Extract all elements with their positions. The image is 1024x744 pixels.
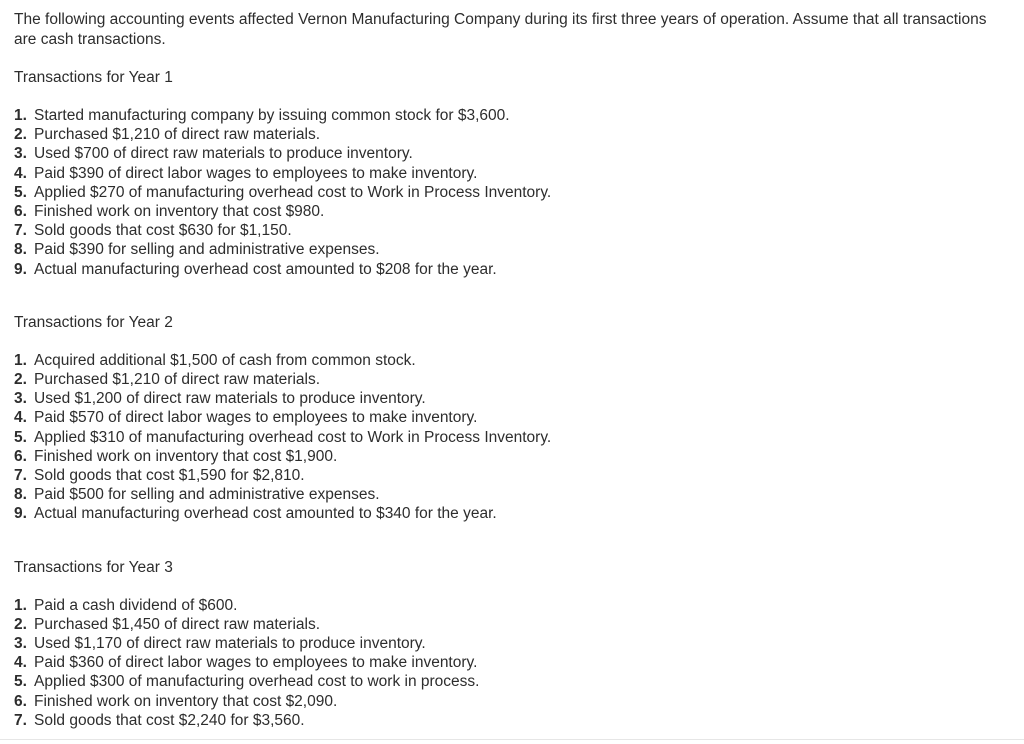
section-year-3 <box>14 558 1010 730</box>
list-item <box>14 653 1010 672</box>
section-heading-year-1: Transactions for Year 1 <box>14 69 173 86</box>
item-text: Paid $390 for selling and administrative expenses. <box>34 241 380 259</box>
list-item <box>14 125 1010 144</box>
list-item <box>14 351 1010 370</box>
item-number: 4. <box>14 164 27 182</box>
item-text: Acquired additional $1,500 of cash from common stock. <box>34 351 416 369</box>
item-text: Started manufacturing company by issuing common stock for $3,600. <box>34 107 510 124</box>
transaction-list-year-3 <box>14 596 1010 730</box>
item-number: 6. <box>14 692 27 710</box>
list-item <box>14 466 1010 485</box>
item-number: 5. <box>14 428 27 446</box>
item-text: Actual manufacturing overhead cost amounted to $340 for the year. <box>34 505 497 523</box>
list-item <box>14 106 1010 125</box>
item-text: Applied $310 of manufacturing overhead cost to Work in Process Inventory. <box>34 428 552 446</box>
item-text: Paid a cash dividend of $600. <box>34 596 238 614</box>
item-text: Used $1,200 of direct raw materials to produce inventory. <box>34 390 426 408</box>
item-text: Sold goods that cost $2,240 for $3,560. <box>34 711 305 729</box>
item-text: Purchased $1,210 of direct raw materials. <box>34 126 321 144</box>
list-item <box>14 504 1010 523</box>
item-number: 7. <box>14 711 27 729</box>
section-heading-year-2: Transactions for Year 2 <box>14 313 173 331</box>
item-number: 8. <box>14 486 27 504</box>
item-text: Paid $500 for selling and administrative expenses. <box>34 486 380 504</box>
list-item <box>14 202 1010 221</box>
item-text: Purchased $1,210 of direct raw materials. <box>34 371 321 389</box>
item-text: Finished work on inventory that cost $1,900. <box>34 447 338 465</box>
list-item <box>14 408 1010 427</box>
list-item <box>14 615 1010 634</box>
list-item <box>14 183 1010 202</box>
item-number: 3. <box>14 635 27 653</box>
item-number: 8. <box>14 241 27 259</box>
item-number: 6. <box>14 447 27 465</box>
list-item <box>14 447 1010 466</box>
item-text: Used $1,170 of direct raw materials to produce inventory. <box>34 635 426 653</box>
section-year-1 <box>14 68 1010 279</box>
list-item <box>14 711 1010 730</box>
section-heading-year-3: Transactions for Year 3 <box>14 558 173 576</box>
item-number: 1. <box>14 107 27 124</box>
item-text: Paid $390 of direct labor wages to employees to make inventory. <box>34 164 478 182</box>
item-number: 1. <box>14 596 27 614</box>
list-item <box>14 596 1010 615</box>
item-text: Used $700 of direct raw materials to produce inventory. <box>34 145 413 163</box>
list-item <box>14 692 1010 711</box>
item-number: 3. <box>14 390 27 408</box>
list-item <box>14 164 1010 183</box>
section-year-2 <box>14 313 1010 524</box>
list-item <box>14 428 1010 447</box>
transaction-list-year-1 <box>14 106 1010 279</box>
list-item <box>14 634 1010 653</box>
item-number: 2. <box>14 615 27 633</box>
item-number: 4. <box>14 654 27 672</box>
item-number: 3. <box>14 145 27 163</box>
item-text: Sold goods that cost $630 for $1,150. <box>34 222 292 240</box>
list-item <box>14 240 1010 259</box>
item-number: 5. <box>14 183 27 201</box>
list-item <box>14 485 1010 504</box>
item-number: 9. <box>14 505 27 523</box>
item-number: 1. <box>14 351 27 369</box>
item-text: Sold goods that cost $1,590 for $2,810. <box>34 467 305 485</box>
item-number: 2. <box>14 371 27 389</box>
item-number: 2. <box>14 126 27 144</box>
list-item <box>14 389 1010 408</box>
item-text: Applied $270 of manufacturing overhead cost to Work in Process Inventory. <box>34 183 552 201</box>
item-number: 5. <box>14 673 27 691</box>
transaction-list-year-2 <box>14 351 1010 524</box>
item-number: 7. <box>14 222 27 240</box>
list-item <box>14 144 1010 163</box>
list-item <box>14 672 1010 691</box>
item-text: Actual manufacturing overhead cost amounted to $208 for the year. <box>34 260 497 278</box>
item-text: Finished work on inventory that cost $980. <box>34 203 325 221</box>
bottom-divider <box>0 739 1024 740</box>
item-text: Purchased $1,450 of direct raw materials. <box>34 615 321 633</box>
item-text: Paid $570 of direct labor wages to employees to make inventory. <box>34 409 478 427</box>
item-number: 7. <box>14 467 27 485</box>
item-number: 9. <box>14 260 27 278</box>
item-number: 6. <box>14 203 27 221</box>
list-item <box>14 221 1010 240</box>
list-item <box>14 260 1010 279</box>
list-item <box>14 370 1010 389</box>
item-text: Paid $360 of direct labor wages to employees to make inventory. <box>34 654 478 672</box>
problem-intro: The following accounting events affected Vernon Manufacturing Company during its first three years of operation. Assume that all transactions are cash transactions. <box>14 11 987 48</box>
item-text: Finished work on inventory that cost $2,090. <box>34 692 338 710</box>
item-number: 4. <box>14 409 27 427</box>
item-text: Applied $300 of manufacturing overhead cost to work in process. <box>34 673 480 691</box>
